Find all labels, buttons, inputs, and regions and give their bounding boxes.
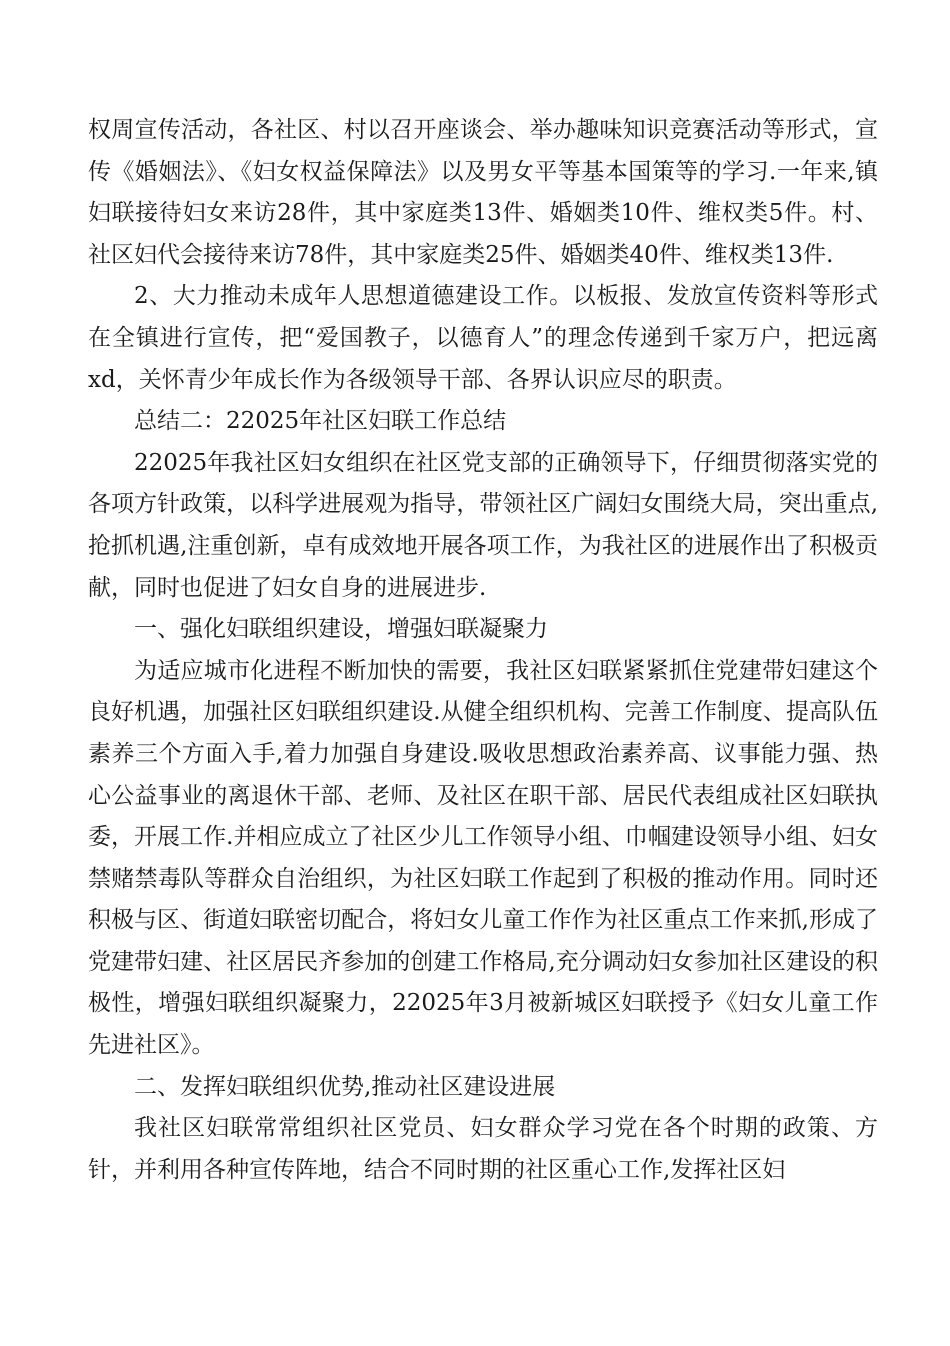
heading-strengthen-organization: 一、强化妇联组织建设，增强妇联凝聚力 [134,616,548,643]
paragraph-continued-rights-week: 权周宣传活动，各社区、村以召开座谈会、举办趣味知识竞赛活动等形式，宣传《婚姻法》、《妇女权益保障法》以及男女平等基本国策等的学习.一年来,镇妇联接待妇女来访28件，其中家庭类13件、婚姻类10件、维权类5件。村、社区妇代会接待来访78件，其中家庭类25件、婚姻类40件、维权类13件. [88,117,878,268]
paragraph-organization-building: 为适应城市化进程不断加快的需要，我社区妇联紧紧抓住党建带妇建这个良好机遇，加强社区妇联组织建设.从健全组织机构、完善工作制度、提高队伍素养三个方面入手,着力加强自身建设.吸收思想政治素养高、议事能力强、热心公益事业的离退休干部、老师、及社区在职干部、居民代表组成社区妇联执委，开展工作.并相应成立了社区少儿工作领导小组、巾帼建设领导小组、妇女禁赌禁毒队等群众自治组织，为社区妇联工作起到了积极的推动作用。同时还积极与区、街道妇联密切配合，将妇女儿童工作作为社区重点工作来抓,形成了党建带妇建、社区居民齐参加的创建工作格局,充分调动妇女参加社区建设的积极性，增强妇联组织凝聚力，22025年3月被新城区妇联授予《妇女儿童工作先进社区》。 [88,657,878,1059]
paragraph-summary-intro: 22025年我社区妇女组织在社区党支部的正确领导下，仔细贯彻落实党的各项方针政策，以科学进展观为指导，带领社区广阔妇女围绕大局，突出重点,抢抓机遇,注重创新，卓有成效地开展各项工作，为我社区的进展作出了积极贡献，同时也促进了妇女自身的进展进步. [88,449,878,601]
paragraph-policy-study: 我社区妇联常常组织社区党员、妇女群众学习党在各个时期的政策、方针，并利用各种宣传阵地，结合不同时期的社区重心工作,发挥社区妇 [88,1115,878,1183]
paragraph-minors-moral-education: 2、大力推动未成年人思想道德建设工作。以板报、发放宣传资料等形式在全镇进行宣传，把“爱国教子，以德育人”的理念传递到千家万户，把远离xd，关怀青少年成长作为各级领导干部、各界认识应尽的职责。 [88,283,878,393]
document-page [88,110,878,1191]
section-title-summary-two: 总结二：22025年社区妇联工作总结 [134,408,507,435]
heading-organization-advantage: 二、发挥妇联组织优势,推动社区建设进展 [134,1073,556,1100]
